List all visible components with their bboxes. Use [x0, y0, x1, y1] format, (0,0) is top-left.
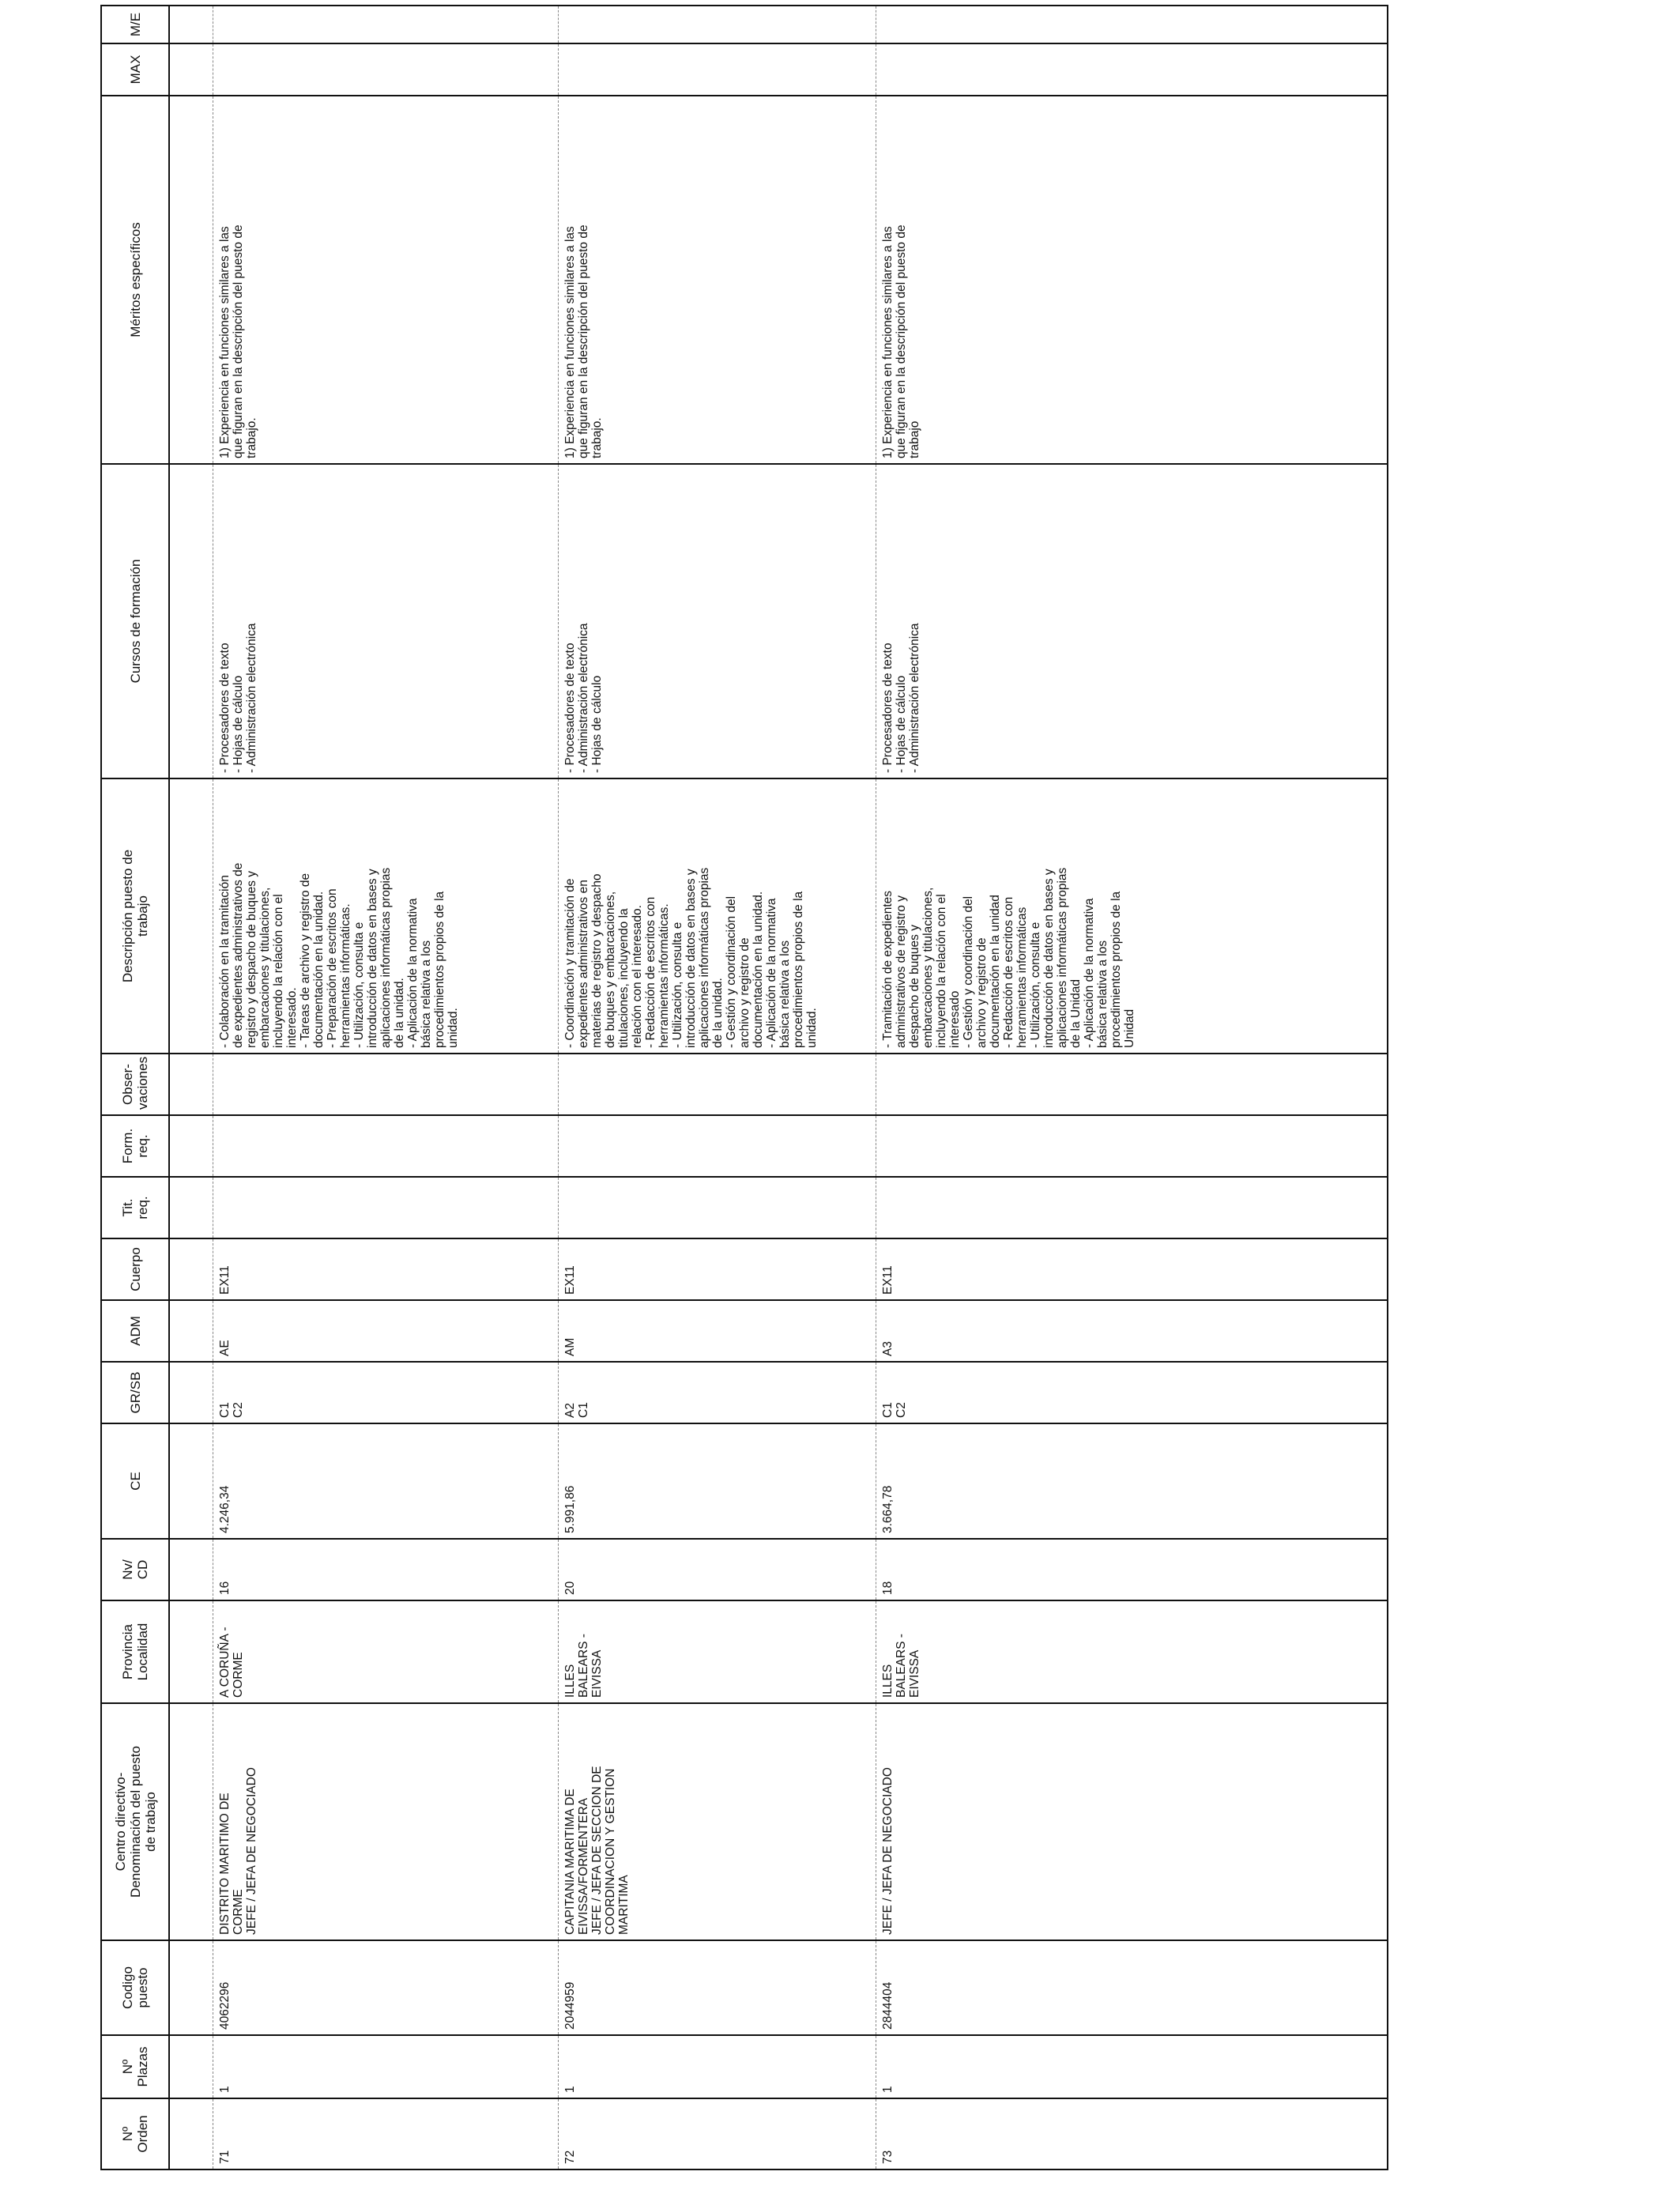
- cell-cuerpo: EX11: [213, 1238, 559, 1300]
- cell-observaciones: [876, 1054, 1388, 1115]
- header-cuerpo: Cuerpo: [101, 1238, 169, 1300]
- header-formacion-req: Form. req.: [101, 1115, 169, 1177]
- cell-me: [876, 6, 1388, 43]
- table-row: [559, 6, 876, 2169]
- header-nivel: Nv/ CD: [101, 1539, 169, 1600]
- cell-cursos: - Procesadores de texto - Hojas de cálculo - Administración electrónica: [213, 464, 559, 778]
- table-row: [213, 6, 559, 2169]
- cell-plazas: 1: [876, 2035, 1388, 2098]
- table-row: [876, 6, 1388, 2169]
- cell-meritos: 1) Experiencia en funciones similares a las que figuran en la descripción del puesto de trabajo: [876, 96, 1388, 464]
- cell-codigo: 2844404: [876, 1940, 1388, 2035]
- cell-nivel: 18: [876, 1539, 1388, 1600]
- header-orden: Nº Orden: [101, 2098, 169, 2169]
- cell-centro: DISTRITO MARITIMO DE CORME JEFE / JEFA DE NEGOCIADO: [213, 1703, 559, 1940]
- cell-cuerpo: EX11: [559, 1238, 876, 1300]
- cell-me: [559, 6, 876, 43]
- cell-ce: 5.991,86: [559, 1423, 876, 1539]
- cell-formacion-req: [559, 1115, 876, 1177]
- header-max: MAX: [101, 43, 169, 96]
- cell-grupo: A2 C1: [559, 1362, 876, 1423]
- cell-provincia: ILLES BALEARS - EIVISSA: [559, 1600, 876, 1703]
- cell-titulacion: [213, 1177, 559, 1238]
- header-ce: CE: [101, 1423, 169, 1539]
- cell-nivel: 20: [559, 1539, 876, 1600]
- cell-titulacion: [876, 1177, 1388, 1238]
- job-positions-table: [100, 5, 1388, 2170]
- cell-provincia: ILLES BALEARS - EIVISSA: [876, 1600, 1388, 1703]
- header-me: M/E: [101, 6, 169, 43]
- header-codigo: Codigo puesto: [101, 1940, 169, 2035]
- cell-grupo: C1 C2: [876, 1362, 1388, 1423]
- cell-adm: A3: [876, 1300, 1388, 1362]
- header-titulacion: Tit. req.: [101, 1177, 169, 1238]
- cell-codigo: 4062296: [213, 1940, 559, 2035]
- cell-orden: 73: [876, 2098, 1388, 2169]
- cell-centro: JEFE / JEFA DE NEGOCIADO: [876, 1703, 1388, 1940]
- cell-descripcion: - Coordinación y tramitación de expedientes administrativos en materias de registro y despacho de buques y embarcaciones, titulaciones, incluyendo la relación con el interesado. - Redacción de escritos con herramientas informáticas. - Utilización, consulta e introducción de datos en bases y aplicaciones informáticas propias de la unidad. - Gestión y coordinación del archivo y registro de documentación en la unidad. - Aplicación de la normativa básica relativa a los procedimientos propios de la unidad.: [559, 778, 876, 1054]
- cell-titulacion: [559, 1177, 876, 1238]
- cell-provincia: A CORUÑA - CORME: [213, 1600, 559, 1703]
- header-meritos: Méritos específicos: [101, 96, 169, 464]
- cell-ce: 4.246,34: [213, 1423, 559, 1539]
- cell-adm: AE: [213, 1300, 559, 1362]
- cell-grupo: C1 C2: [213, 1362, 559, 1423]
- cell-max: [876, 43, 1388, 96]
- cell-plazas: 1: [559, 2035, 876, 2098]
- cell-max: [213, 43, 559, 96]
- header-grupo: GR/SB: [101, 1362, 169, 1423]
- cell-cuerpo: EX11: [876, 1238, 1388, 1300]
- cell-orden: 72: [559, 2098, 876, 2169]
- cell-orden: 71: [213, 2098, 559, 2169]
- cell-descripcion: - Colaboración en la tramitación de expedientes administrativos de registro y despacho de buques y embarcaciones y titulaciones, incluyendo la relación con el interesado. - Tareas de archivo y registro de documentación en la unidad. - Preparación de escritos con herramientas informáticas. - Utilización, consulta e introducción de datos en bases y aplicaciones informáticas propias de la unidad. - Aplicación de la normativa básica relativa a los procedimientos propios de la unidad.: [213, 778, 559, 1054]
- header-centro: Centro directivo- Denominación del puesto de trabajo: [101, 1703, 169, 1940]
- header-row: [101, 6, 169, 2169]
- cell-meritos: 1) Experiencia en funciones similares a las que figuran en la descripción del puesto de trabajo.: [213, 96, 559, 464]
- cell-nivel: 16: [213, 1539, 559, 1600]
- header-provincia: Provincia Localidad: [101, 1600, 169, 1703]
- header-descripcion: Descripción puesto de trabajo: [101, 778, 169, 1054]
- cell-cursos: - Procesadores de texto - Administración electrónica - Hojas de cálculo: [559, 464, 876, 778]
- header-plazas: Nº Plazas: [101, 2035, 169, 2098]
- cell-descripcion: - Tramitación de expedientes administrativos de registro y despacho de buques y embarcaciones y titulaciones, incluyendo la relación con el interesado - Gestión y coordinación del archivo y registro de documentación en la unidad - Redacción de escritos con herramientas informáticas - Utilización, consulta e introducción de datos en bases y aplicaciones informáticas propias de la Unidad - Aplicación de la normativa básica relativa a los procedimientos propios de la Unidad: [876, 778, 1388, 1054]
- spacer-row: [169, 6, 213, 2169]
- cell-ce: 3.664,78: [876, 1423, 1388, 1539]
- header-cursos: Cursos de formación: [101, 464, 169, 778]
- cell-observaciones: [559, 1054, 876, 1115]
- cell-max: [559, 43, 876, 96]
- cell-formacion-req: [213, 1115, 559, 1177]
- header-adm: ADM: [101, 1300, 169, 1362]
- header-observaciones: Obser- vaciones: [101, 1054, 169, 1115]
- cell-meritos: 1) Experiencia en funciones similares a las que figuran en la descripción del puesto de trabajo.: [559, 96, 876, 464]
- cell-adm: AM: [559, 1300, 876, 1362]
- cell-codigo: 2044959: [559, 1940, 876, 2035]
- cell-plazas: 1: [213, 2035, 559, 2098]
- cell-observaciones: [213, 1054, 559, 1115]
- cell-centro: CAPITANIA MARITIMA DE EIVISSA/FORMENTERA JEFE / JEFA DE SECCION DE COORDINACION Y GESTION MARITIMA: [559, 1703, 876, 1940]
- cell-cursos: - Procesadores de texto - Hojas de cálculo - Administración electrónica: [876, 464, 1388, 778]
- cell-me: [213, 6, 559, 43]
- cell-formacion-req: [876, 1115, 1388, 1177]
